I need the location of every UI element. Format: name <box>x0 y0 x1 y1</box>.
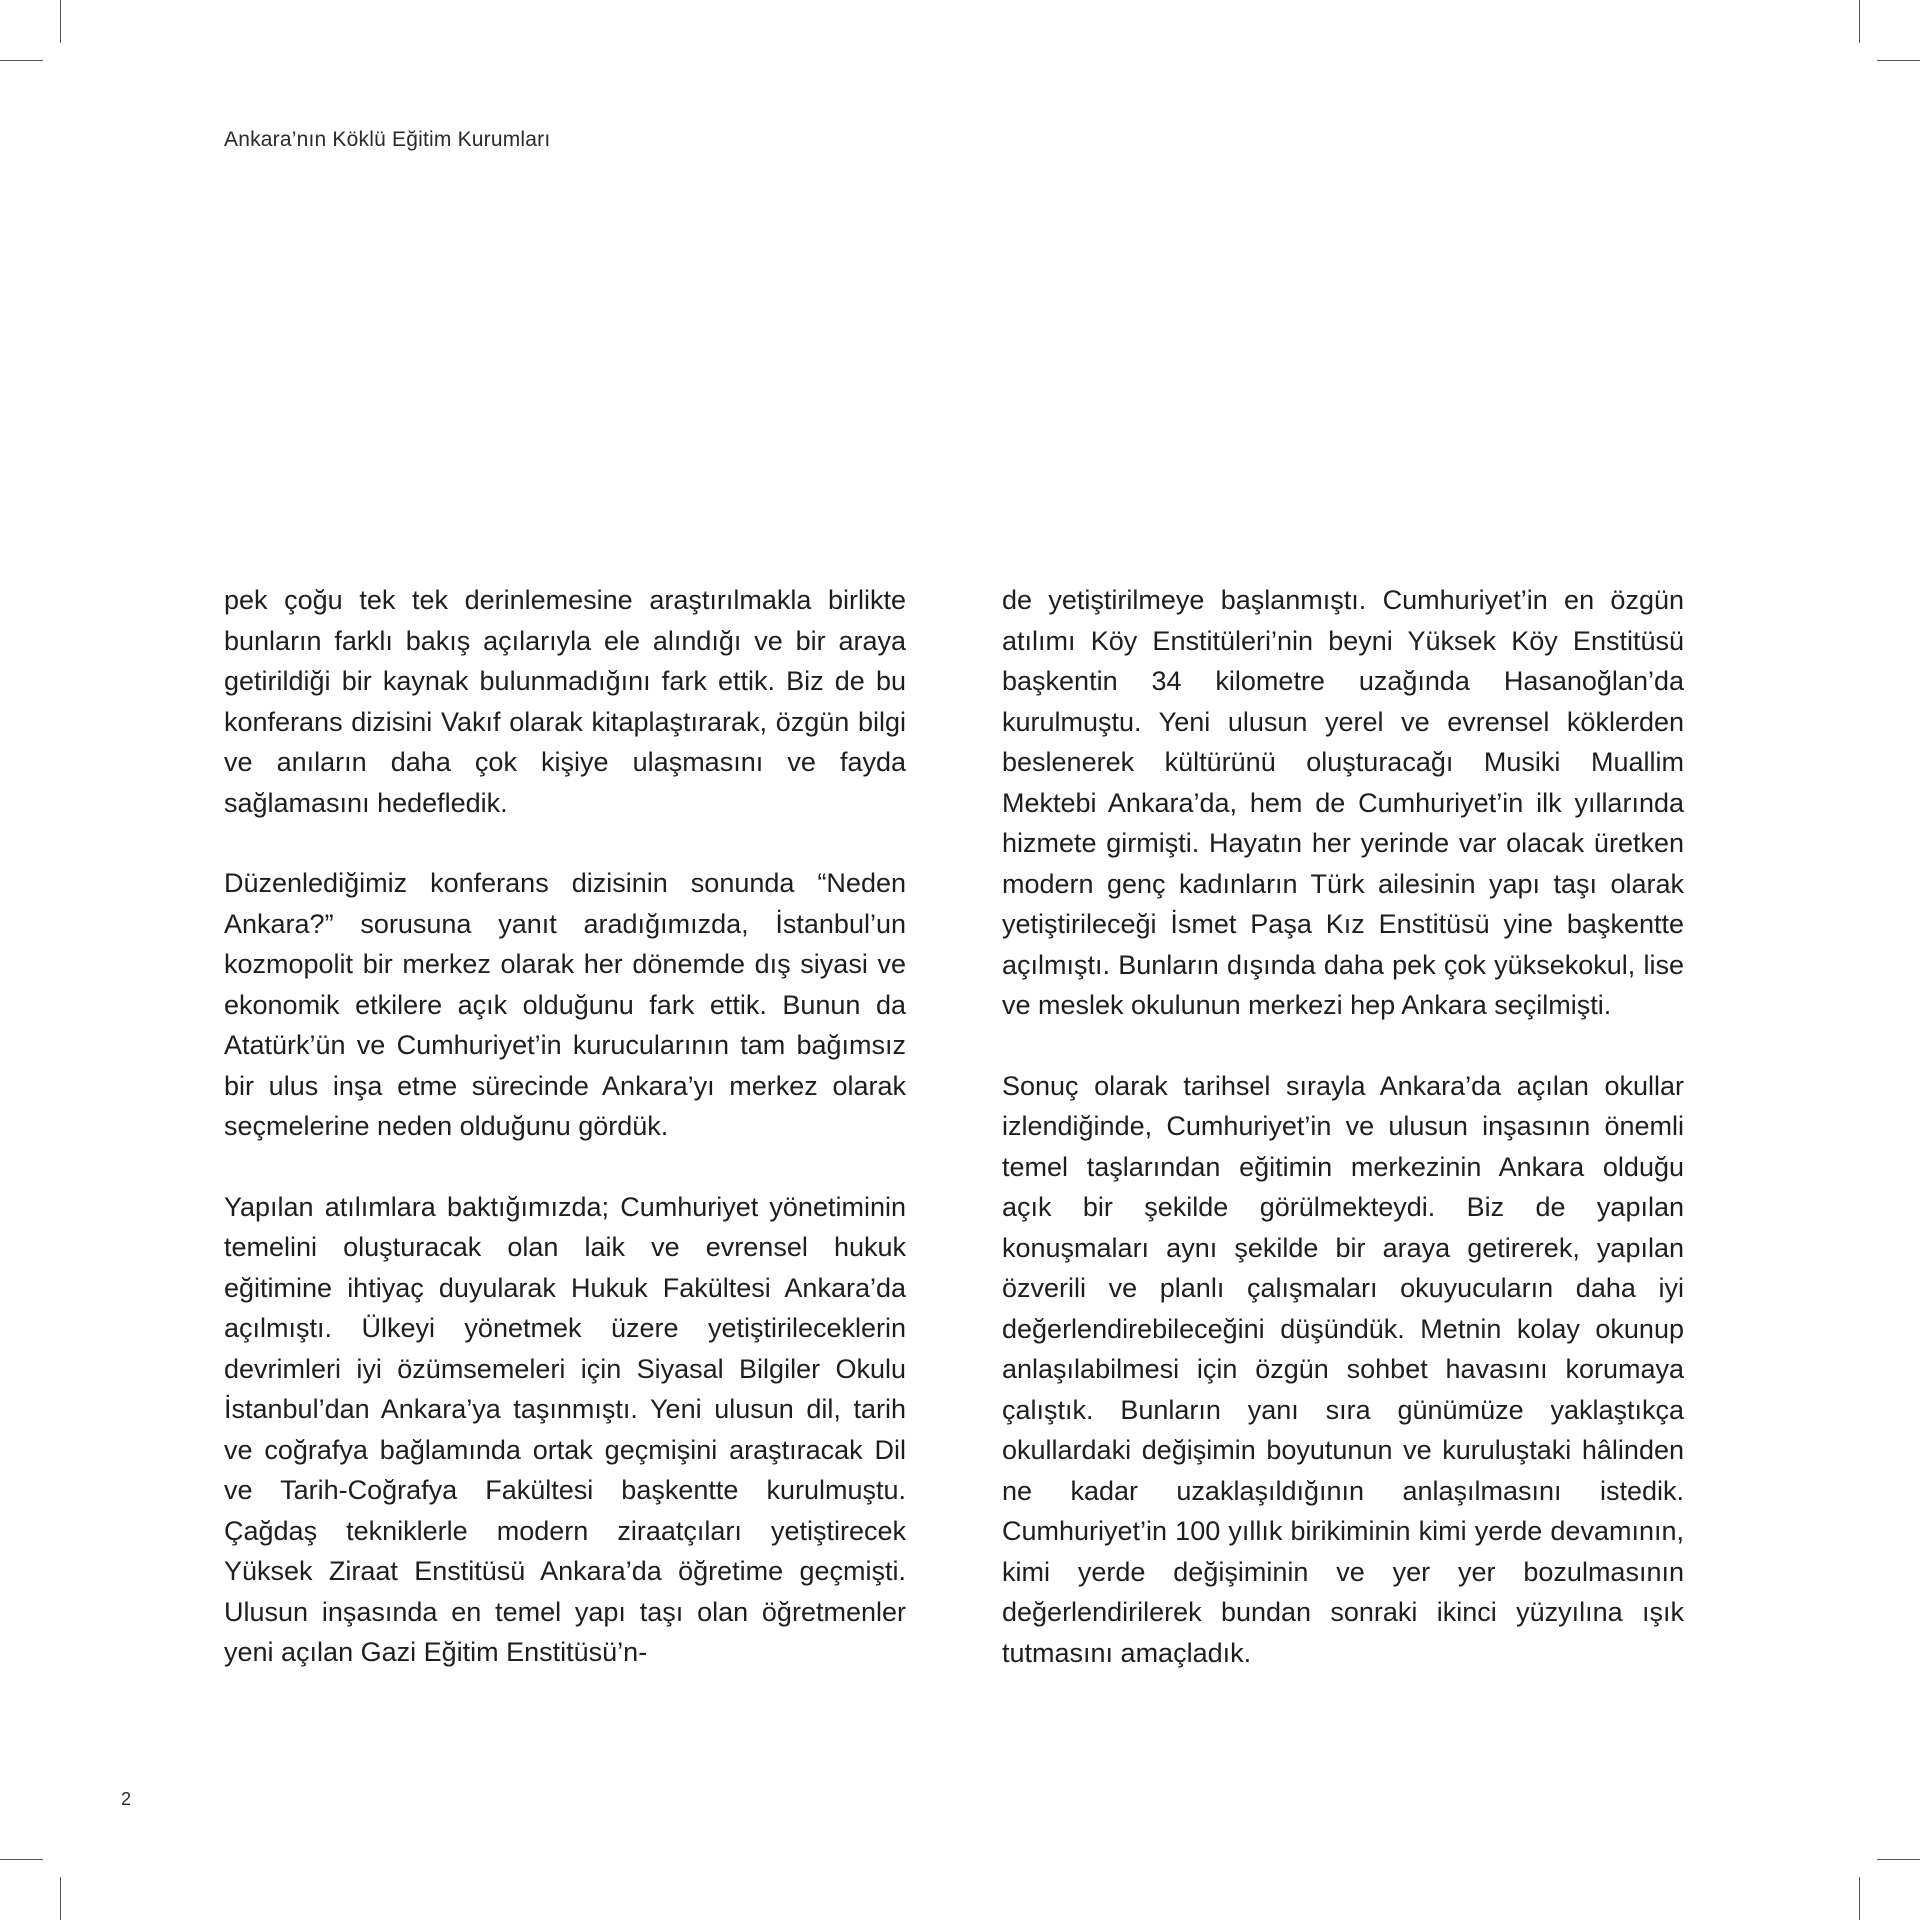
paragraph: de yetiştirilmeye başlanmıştı. Cumhuriyet’in en özgün atılımı Köy Enstitüleri’nin beyni Yüksek Köy Enstitüsü başkentin 34 kilometre uzağında Hasanoğlan’da kurulmuştu. Yeni ulusun yerel ve evrensel köklerden beslenerek kültürünü oluşturacağı Musiki Muallim Mektebi Ankara’da, hem de Cumhuriyet’in ilk yıllarında hizmete girmişti. Hayatın her yerinde var olacak üretken modern genç kadınların Türk ailesinin yapı taşı olarak yetiştirileceği İsmet Paşa Kız Enstitüsü yine başkentte açılmıştı. Bunların dışında daha pek çok yüksekokul, lise ve meslek okulunun merkezi hep Ankara seçilmişti. <box>1002 585 1684 1020</box>
paragraph: pek çoğu tek tek derinlemesine araştırılmakla birlikte bunların farklı bakış açılarıyla ele alındığı ve bir araya getirildiği bir kaynak bulunmadığını fark ettik. Biz de bu konferans dizisini Vakıf olarak kitaplaştırarak, özgün bilgi ve anıların daha çok kişiye ulaşmasını ve fayda sağlamasını hedefledik. <box>224 585 906 818</box>
paragraph: Sonuç olarak tarihsel sırayla Ankara’da açılan okullar izlendiğinde, Cumhuriyet’in ve ulusun inşasının önemli temel taşlarından eğitimin merkezinin Ankara olduğu açık bir şekilde görülmekteydi. Biz de yapılan konuşmaları aynı şekilde bir araya getirerek, yapılan özverili ve planlı çalışmaları okuyucuların daha iyi değerlendirebileceğini düşündük. Metnin kolay okunup anlaşılabilmesi için özgün sohbet havasını korumaya çalıştık. Bunların yanı sıra günümüze yaklaştıkça okullardaki değişimin boyutunun ve kuruluştaki hâlinden ne kadar uzaklaşıldığının anlaşılmasını istedik. Cumhuriyet’in 100 yıllık birikiminin kimi yerde devamının, kimi yerde değişiminin ve yer yer bozulmasının değerlendirilerek bundan sonraki ikinci yüzyılına ışık tutmasını amaçladık. <box>1002 1070 1684 1668</box>
crop-mark-bottom-right-horizontal <box>1877 1859 1920 1860</box>
right-column <box>1002 580 1684 1713</box>
paragraph: Yapılan atılımlara baktığımızda; Cumhuriyet yönetiminin temelini oluşturacak olan laik ve evrensel hukuk eğitimine ihtiyaç duyularak Hukuk Fakültesi Ankara’da açılmıştı. Ülkeyi yönetmek üzere yetiştirileceklerin devrimleri iyi özümsemeleri için Siyasal Bilgiler Okulu İstanbul’dan Ankara’ya taşınmıştı. Yeni ulusun dil, tarih ve coğrafya bağlamında ortak geçmişini araştıracak Dil ve Tarih-Coğrafya Fakültesi başkentte kurulmuştu. Çağdaş tekniklerle modern ziraatçıları yetiştirecek Yüksek Ziraat Enstitüsü Ankara’da öğretime geçmişti. Ulusun inşasında en temel yapı taşı olan öğretmenler yeni açılan Gazi Eğitim Enstitüsü’n- <box>224 1191 906 1667</box>
crop-mark-top-left-horizontal <box>0 60 43 61</box>
crop-mark-top-left-vertical <box>60 0 61 43</box>
crop-mark-top-right-vertical <box>1859 0 1860 43</box>
crop-mark-bottom-right-vertical <box>1859 1877 1860 1920</box>
crop-mark-bottom-left-vertical <box>60 1877 61 1920</box>
running-header: Ankara’nın Köklü Eğitim Kurumları <box>224 128 551 151</box>
left-column <box>224 580 906 1713</box>
paragraph: Düzenlediğimiz konferans dizisinin sonunda “Neden Ankara?” sorusuna yanıt aradığımızda, İstanbul’un kozmopolit bir merkez olarak her dönemde dış siyasi ve ekonomik etkilere açık olduğunu fark ettik. Bunun da Atatürk’ün ve Cumhuriyet’in kurucularının tam bağımsız bir ulus inşa etme sürecinde Ankara’yı merkez olarak seçmelerine neden olduğunu gördük. <box>224 868 906 1141</box>
crop-mark-bottom-left-horizontal <box>0 1859 43 1860</box>
page-number: 2 <box>121 1789 132 1809</box>
crop-mark-top-right-horizontal <box>1877 60 1920 61</box>
